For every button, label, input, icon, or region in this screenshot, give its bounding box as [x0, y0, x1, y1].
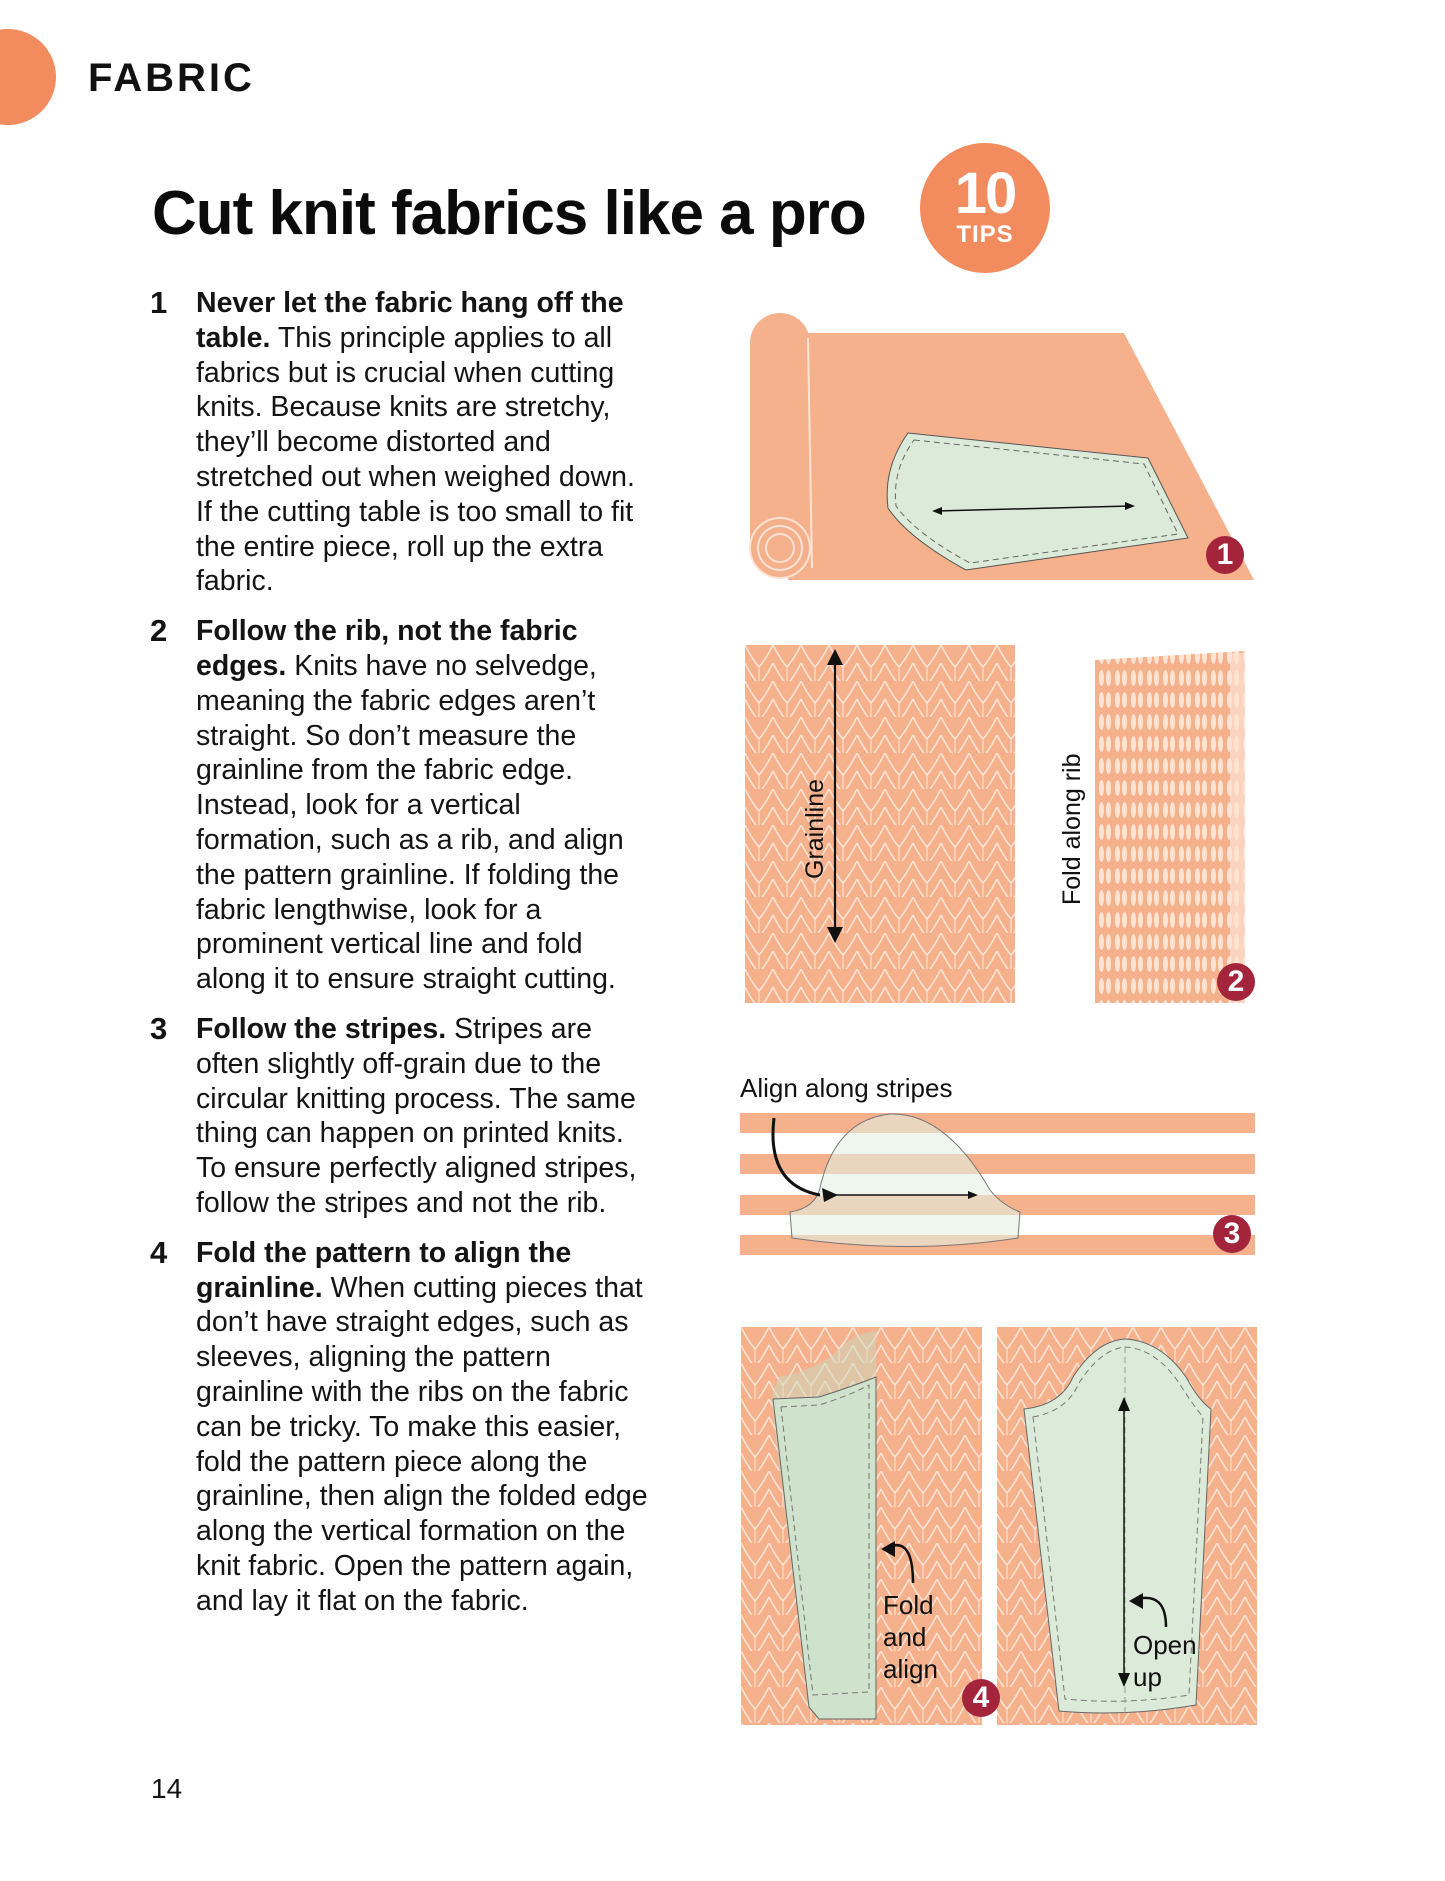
step-badge: 3 — [1213, 1215, 1251, 1253]
illustration-stripes — [740, 1060, 1260, 1260]
fold-and-align-label: Fold and align — [883, 1590, 938, 1684]
illustration-grainline — [745, 645, 1257, 1010]
illustration-sleeve-fold — [741, 1327, 1257, 1727]
section-label: FABRIC — [88, 56, 255, 100]
tips-count-label: TIPS — [956, 221, 1014, 248]
tips-count-number: 10 — [954, 161, 1016, 226]
tip-number: 1 — [150, 285, 168, 320]
tip-item — [150, 1012, 650, 1221]
step-badge: 2 — [1217, 963, 1255, 1001]
page-title: Cut knit fabrics like a pro — [152, 179, 866, 248]
tip-heading: Never let the fabric hang off the table. — [196, 287, 624, 354]
section-tab-marker — [0, 29, 56, 125]
tip-body: When cutting pieces that don’t have straight edges, such as sleeves, aligning the pattern grainline with the ribs on the fabric can be tricky. To make this easier, fold the pattern piece along the grainline, then align the folded edge along the vertical formation on the knit fabric. Open the pattern again, and lay it flat on the fabric. — [196, 1271, 648, 1617]
tip-number: 2 — [150, 613, 168, 649]
tip-item — [150, 1236, 650, 1619]
tips-count-badge — [920, 143, 1050, 273]
tip-body: Stripes are often slightly off-grain due to the circular knitting process. The same thing can happen on printed knits. To ensure perfectly aligned stripes, follow the stripes and not the rib. — [196, 1012, 637, 1219]
grainline-label: Grainline — [801, 778, 829, 879]
fabric-roll-icon — [748, 308, 1258, 583]
tip-body: Knits have no selvedge, meaning the fabric edges aren’t straight. So don’t measure the grainline from the fabric edge. Instead, look for a vertical formation, such as a rib, and align the pattern grainline. If folding the fabric lengthwise, look for a prominent vertical line and fold along it to ensure straight cutting. — [196, 649, 624, 996]
tips-list — [150, 286, 650, 1633]
step-badge: 4 — [962, 1679, 1000, 1717]
open-up-label: Open up — [1133, 1630, 1197, 1692]
illustration-fabric-roll — [748, 308, 1258, 583]
tip-heading: Follow the rib, not the fabric edges. — [196, 615, 578, 682]
tip-number: 4 — [150, 1234, 168, 1270]
tip-item — [150, 286, 650, 599]
tip-number: 3 — [150, 1010, 168, 1046]
tip-item — [150, 614, 650, 997]
tip-heading: Fold the pattern to align the grainline. — [196, 1236, 572, 1304]
tip-heading: Follow the stripes. — [196, 1012, 447, 1045]
tip-body: This principle applies to all fabrics but is crucial when cutting knits. Because knits are stretchy, they’ll become distorted and stretched out when weighed down. If the cutting table is too small to fit the entire piece, roll up the extra fabric. — [196, 321, 635, 598]
align-along-stripes-label: Align along stripes — [740, 1073, 953, 1103]
page-number: 14 — [151, 1773, 183, 1804]
step-badge: 1 — [1206, 536, 1244, 574]
fold-along-rib-label: Fold along rib — [1058, 753, 1086, 905]
